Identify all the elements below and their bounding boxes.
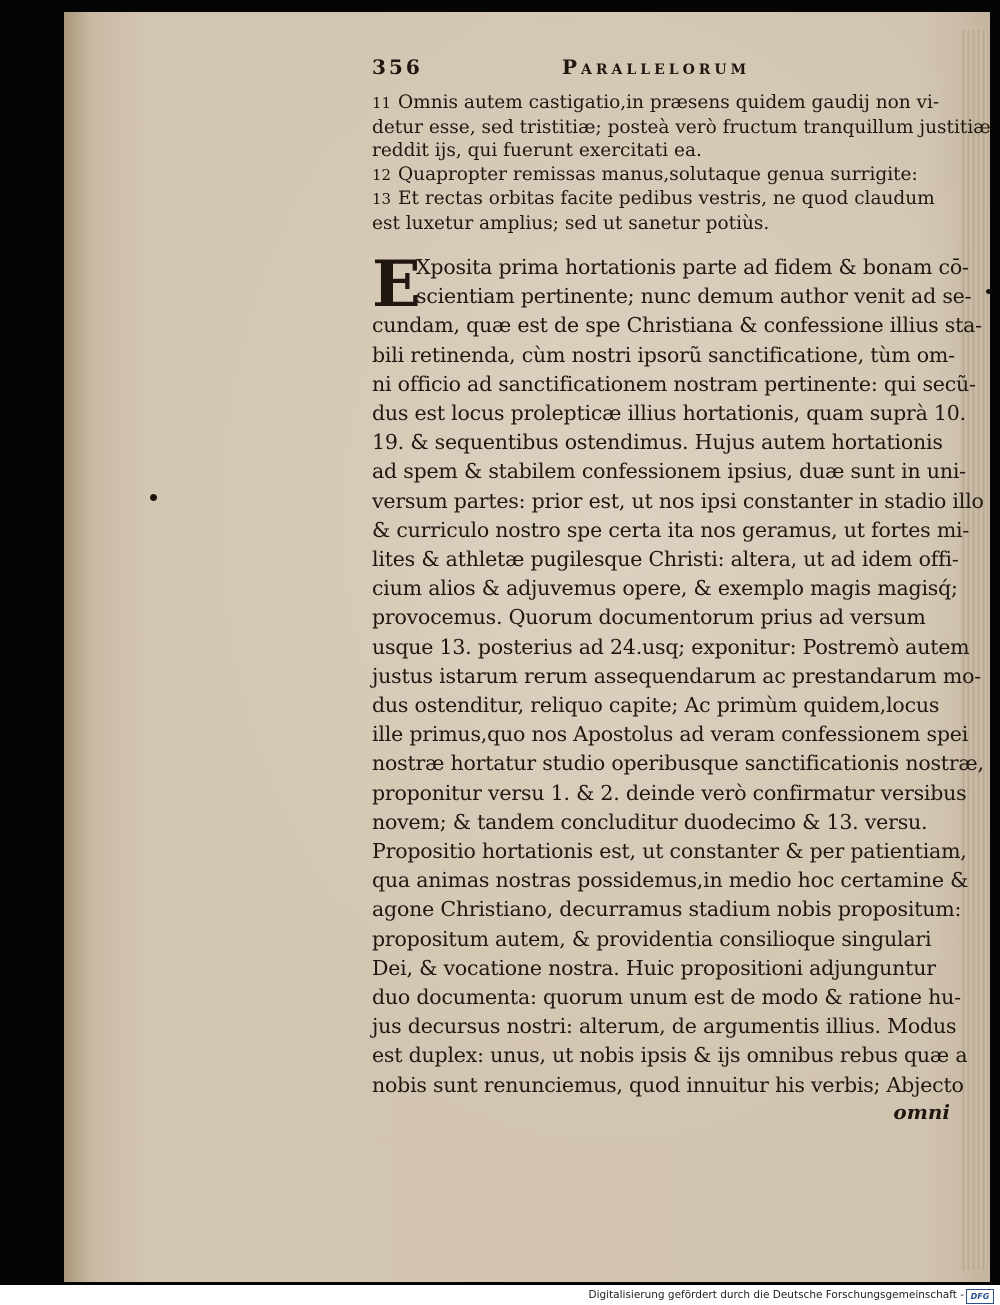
verse-line [372,91,972,116]
commentary-paragraph [372,247,984,1124]
commentary-line: Dei, & vocatione nostra. Huic propositioni adjunguntur [372,955,936,980]
commentary-line: Propositio hortationis est, ut constanter & per patientiam, [372,839,967,864]
verse-text: reddit ijs, qui fuerunt exercitati ea. [372,140,702,161]
commentary-line: ad spem & stabilem confessionem ipsius, duæ sunt in uni- [372,459,966,484]
commentary-line: qua animas nostras possidemus,in medio hoc certamine & [372,868,969,893]
commentary-line: usque 13. posterius ad 24.usq; exponitur: Postremò autem [372,634,970,659]
verse-line [372,163,972,188]
commentary-line: nostræ hortatur studio operibusque sanctificationis nostræ, [372,751,984,776]
commentary-line: nobis sunt renunciemus, quod innuitur his verbis; Abjecto [372,1072,964,1097]
verse-text: Quapropter remissas manus,solutaque genua surrigite: [398,163,918,185]
scripture-verses [372,91,991,235]
commentary-line: agone Christiano, decurramus stadium nobis propositum: [372,897,962,922]
commentary-line: provocemus. Quorum documentorum prius ad versum [372,605,926,630]
commentary-line: scientiam pertinente; nunc demum author venit ad se- [416,284,972,309]
page-number: 356 [372,55,423,79]
verse-number: 11 [372,94,392,112]
commentary-line: 19. & sequentibus ostendimus. Hujus autem hortationis [372,430,943,455]
commentary-line: proponitur versu 1. & 2. deinde verò confirmatur versibus [372,780,967,805]
commentary-line: duo documenta: quorum unum est de modo & ratione hu- [372,985,961,1010]
running-header [372,55,972,91]
commentary-line: & curriculo nostro spe certa ita nos geramus, ut fortes mi- [372,517,970,542]
verse-text: Et rectas orbitas facite pedibus vestris, ne quod claudum [398,188,935,209]
commentary-line: ille primus,quo nos Apostolus ad veram confessionem spei [372,722,969,747]
catchword: omni [893,1099,950,1124]
commentary-line: dus est locus prolepticæ illius hortationis, quam suprà 10. [372,401,966,426]
drop-initial: E [372,247,421,322]
commentary-line: versum partes: prior est, ut nos ipsi constanter in stadio illo [372,488,984,513]
verse-line [372,116,991,140]
commentary-line: lites & athletæ pugilesque Christi: altera, ut ad idem offi- [372,547,959,572]
digitization-credit: Digitalisierung gefördert durch die Deutsche Forschungsgemeinschaft - [588,1289,964,1301]
text-block [372,55,991,1124]
verse-number: 13 [372,190,392,208]
footer-bar [0,1287,1000,1305]
verse-text: est luxetur amplius; sed ut sanetur potiùs. [372,212,770,234]
verse-line [372,139,972,163]
ink-spot [986,289,991,294]
commentary-line: cium alios & adjuvemus opere, & exemplo magis magisq́; [372,576,958,601]
verse-line [372,212,972,236]
verse-text: Omnis autem castigatio,in præsens quidem gaudij non vi- [398,92,940,113]
commentary-line: est duplex: unus, ut nobis ipsis & ijs omnibus rebus quæ a [372,1043,968,1068]
commentary-line: novem; & tandem concluditur duodecimo & 13. versu. [372,809,928,834]
commentary-lines [372,247,984,1100]
commentary-line: ni officio ad sanctificationem nostram pertinente: qui secũ- [372,371,976,396]
running-title: Parallelorum [562,55,751,79]
page-gutter [64,12,88,1282]
commentary-line: Xposita prima hortationis parte ad fidem & bonam cō- [416,255,969,279]
verse-text: detur esse, sed tristitiæ; posteà verò fructum tranquillum justitiæ [372,116,991,138]
dfg-logo: DFG [966,1289,994,1304]
commentary-line: cundam, quæ est de spe Christiana & confessione illius sta- [372,313,982,338]
ink-spot [150,494,157,501]
commentary-line: propositum autem, & providentia consilioque singulari [372,926,932,951]
commentary-line: justus istarum rerum assequendarum ac prestandarum mo- [372,663,981,688]
verse-line [372,187,972,212]
commentary-line: bili retinenda, cùm nostri ipsorũ sanctificatione, tùm om- [372,342,955,367]
verse-number: 12 [372,165,392,184]
commentary-line: dus ostenditur, reliquo capite; Ac primùm quidem,locus [372,693,940,718]
commentary-line: jus decursus nostri: alterum, de argumentis illius. Modus [372,1014,957,1039]
